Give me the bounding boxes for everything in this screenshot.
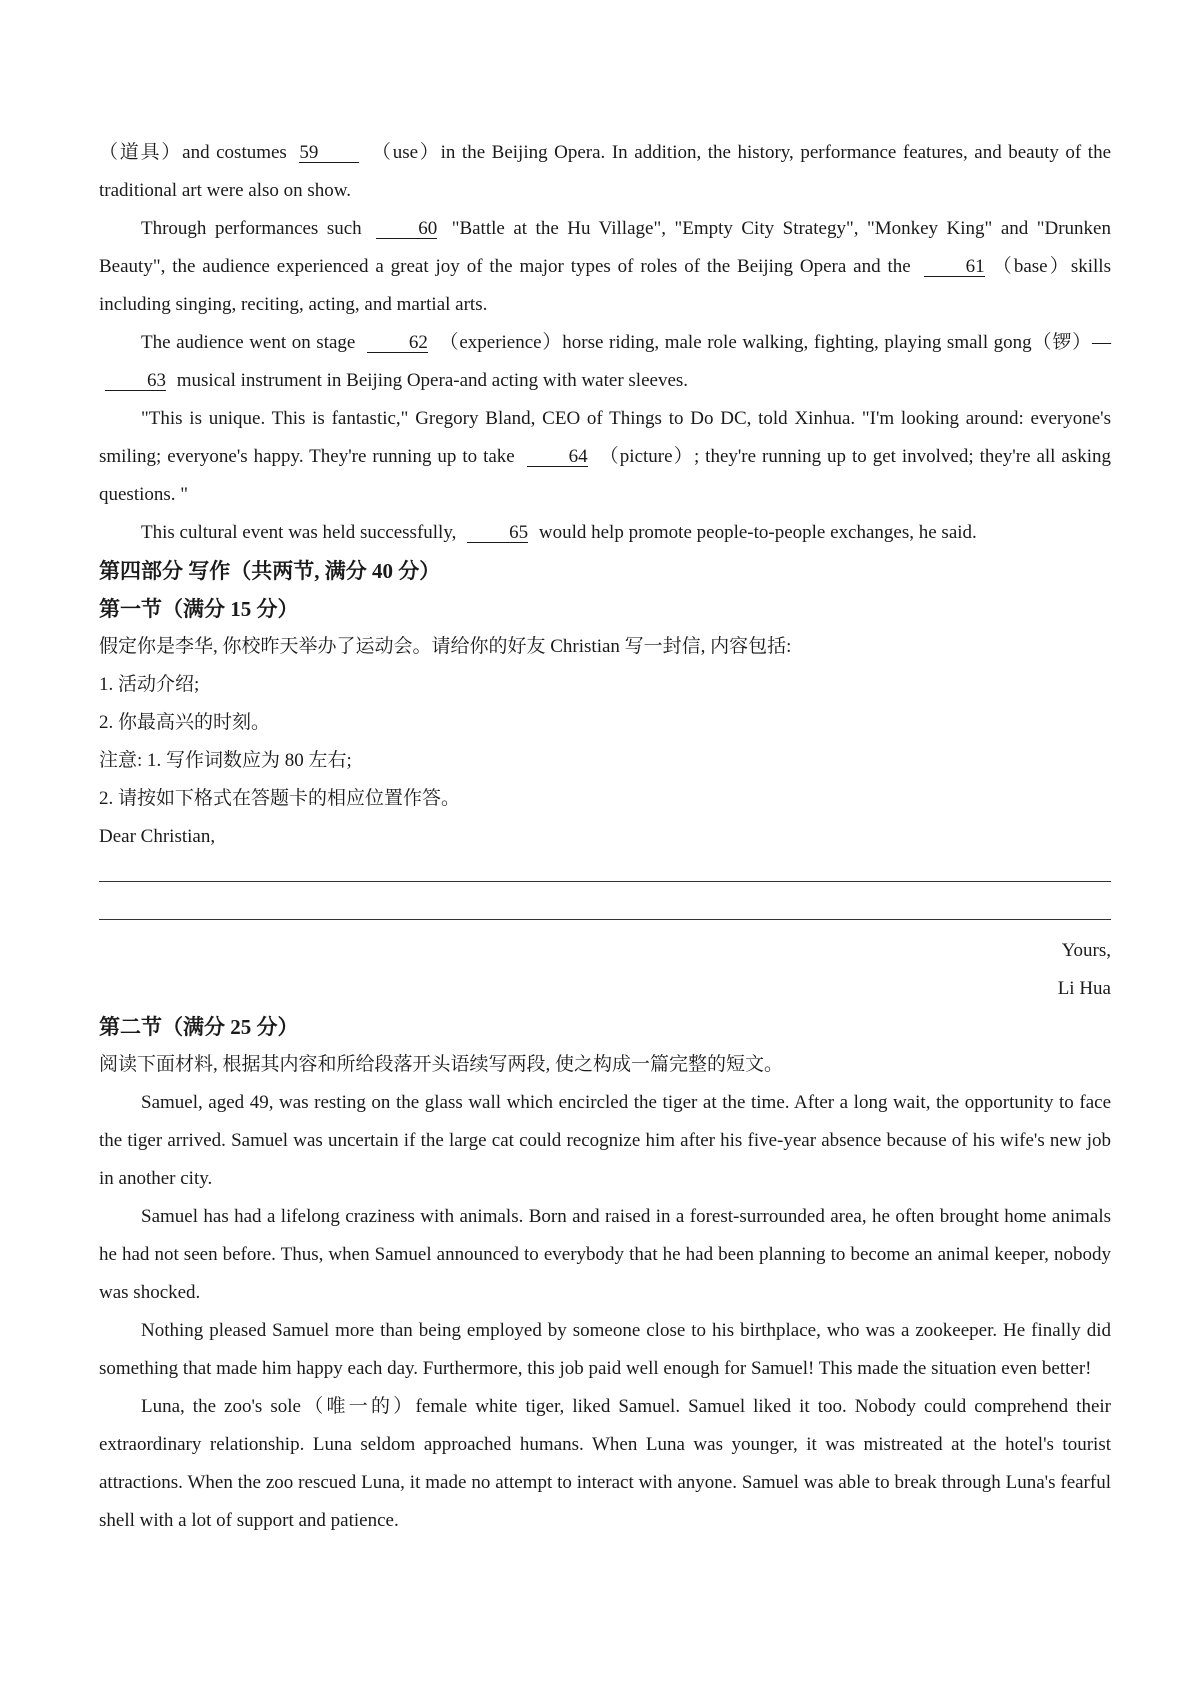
answer-blank-61[interactable]: 61 (924, 257, 985, 277)
story-paragraph-1: Samuel, aged 49, was resting on the glass wall which encircled the tiger at the time. After a long wait, the opportunity to face the tiger arrived. Samuel was uncertain if the large cat could recognize him after his five-year absence because of his wife's new job in another city. (99, 1092, 1111, 1189)
story-paragraph-4: Luna, the zoo's sole（唯一的）female white tiger, liked Samuel. Samuel liked it too. Nobody could comprehend their extraordinary relationship. Luna seldom approached humans. When Luna was younger, it was mistreated at the hotel's tourist attractions. When the zoo rescued Luna, it made no attempt to interact with anyone. Samuel was able to break through Luna's fearful shell with a lot of support and patience. (99, 1396, 1111, 1531)
cloze-text: （base）skills including singing, reciting, acting, and martial arts. (99, 256, 1111, 315)
story-paragraph-3: Nothing pleased Samuel more than being employed by someone close to his birthplace, who was a zookeeper. He finally did something that made him happy each day. Furthermore, this job paid well enough for Samuel! This made the situation even better! (99, 1320, 1111, 1379)
cloze-text: musical instrument in Beijing Opera-and acting with water sleeves. (172, 370, 689, 391)
story-paragraph-2: Samuel has had a lifelong craziness with animals. Born and raised in a forest-surrounded area, he often brought home animals he had not seen before. Thus, when Samuel announced to everybody that he had been planning to become an animal keeper, nobody was shocked. (99, 1206, 1111, 1303)
cloze-paragraph-1 (99, 134, 1111, 210)
letter-signature: Li Hua (1057, 978, 1111, 999)
cloze-text: （picture）; they're running up to get involved; they're all asking questions. " (99, 446, 1111, 505)
section-2-prompt: 阅读下面材料, 根据其内容和所给段落开头语续写两段, 使之构成一篇完整的短文。 (99, 1054, 784, 1075)
section-2-title: 第二节（满分 25 分） (99, 1015, 299, 1039)
cloze-text: The audience went on stage (141, 332, 361, 353)
answer-blank-59[interactable]: 59 (299, 143, 359, 163)
cloze-text: （use）in the Beijing Opera. In addition, the history, performance features, and beauty of the traditional art were also on show. (99, 142, 1112, 201)
part-title: 第四部分 写作（共两节, 满分 40 分） (99, 559, 441, 583)
cloze-paragraph-3 (99, 324, 1111, 400)
cloze-paragraph-5 (99, 514, 1111, 552)
page-content (99, 134, 1111, 1540)
cloze-text: "Battle at the Hu Village", "Empty City Strategy", "Monkey King" and "Drunken Beauty", the audience experienced a great joy of the major types of roles of the Beijing Opera and the (99, 218, 1111, 277)
letter-greeting: Dear Christian, (99, 826, 216, 847)
answer-blank-60[interactable]: 60 (376, 219, 437, 239)
section-1-prompt: 假定你是李华, 你校昨天举办了运动会。请给你的好友 Christian 写一封信, 内容包括: (99, 636, 792, 657)
requirement-item-1: 1. 活动介绍; (99, 674, 200, 695)
requirement-item-2: 2. 你最高兴的时刻。 (99, 712, 271, 733)
cloze-paragraph-4 (99, 400, 1111, 514)
cloze-text: This cultural event was held successfully, (141, 522, 462, 543)
answer-line[interactable] (99, 856, 1111, 894)
section-1-title: 第一节（满分 15 分） (99, 597, 299, 621)
cloze-text: "This is unique. This is fantastic," Gregory Bland, CEO of Things to Do DC, told Xinhua. "I'm looking around: everyone's smiling; everyone's happy. They're running up to take (99, 408, 1111, 467)
answer-blank-65[interactable]: 65 (467, 523, 528, 543)
answer-line[interactable] (99, 894, 1111, 932)
note-2: 2. 请按如下格式在答题卡的相应位置作答。 (99, 788, 461, 809)
cloze-text: （道具）and costumes (99, 142, 294, 163)
answer-blank-64[interactable]: 64 (527, 447, 588, 467)
note-1: 注意: 1. 写作词数应为 80 左右; (99, 750, 352, 771)
cloze-paragraph-2 (99, 210, 1111, 324)
cloze-text: （experience）horse riding, male role walking, fighting, playing small gong（锣）— (433, 332, 1111, 353)
answer-blank-62[interactable]: 62 (367, 333, 428, 353)
answer-blank-63[interactable]: 63 (105, 371, 166, 391)
cloze-text: Through performances such (141, 218, 371, 239)
letter-closing: Yours, (1061, 940, 1111, 961)
cloze-text: would help promote people-to-people exchanges, he said. (534, 522, 977, 543)
